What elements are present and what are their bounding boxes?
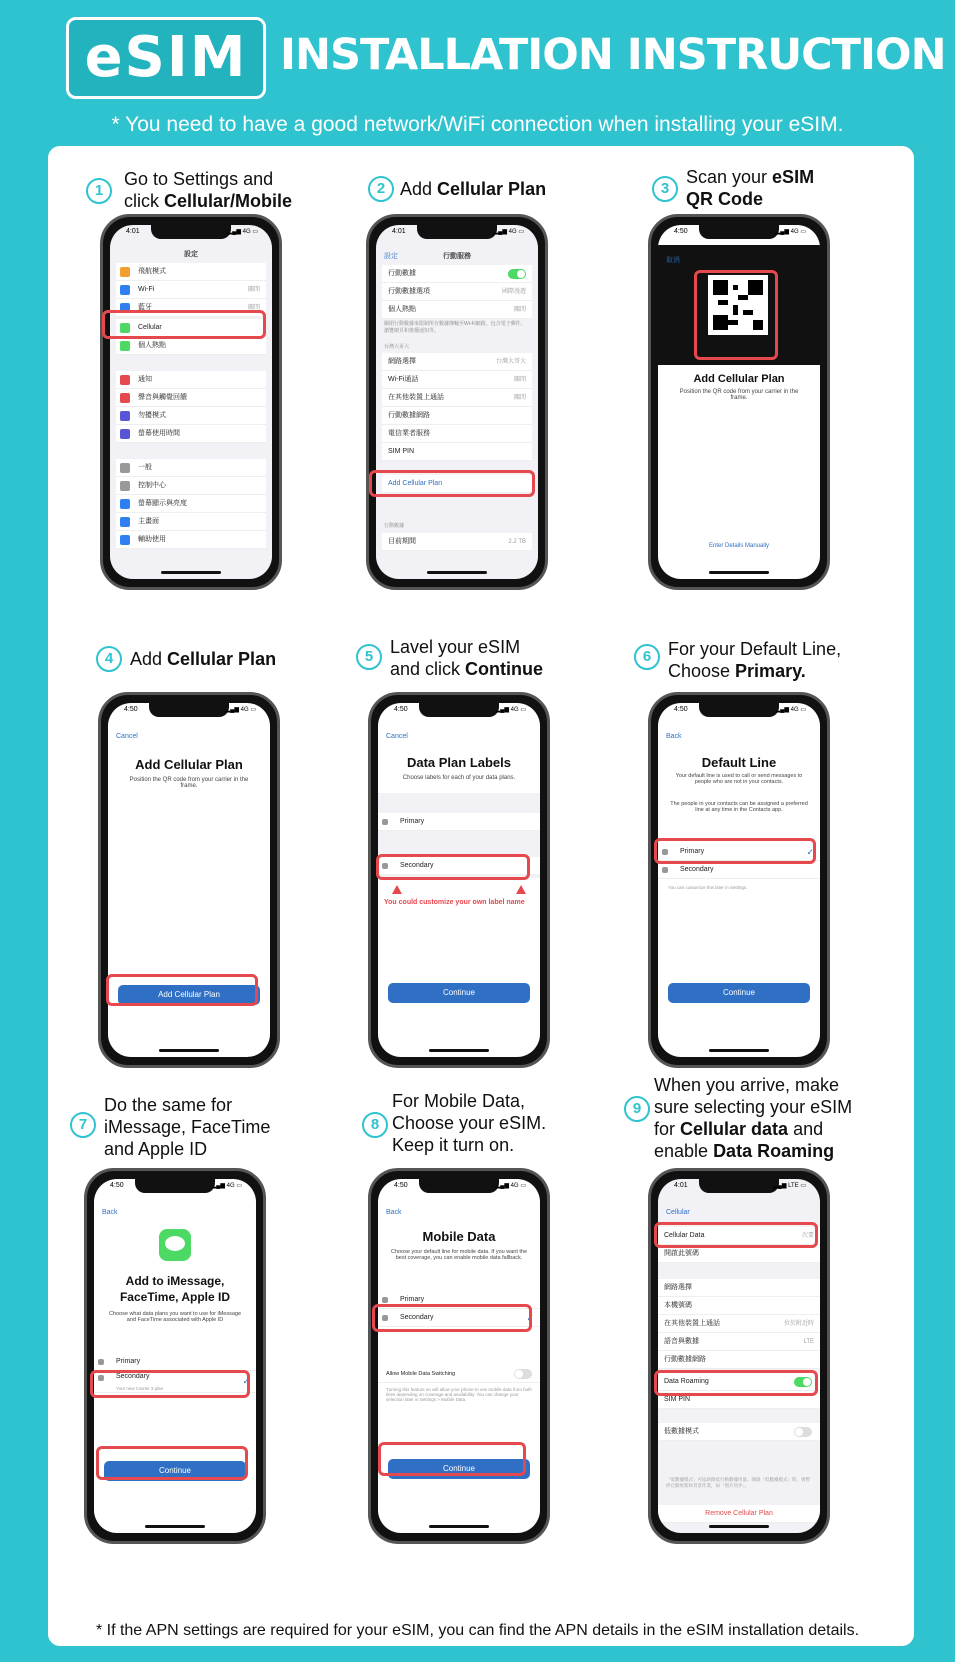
cellular-detail-row[interactable]: 行動數據網路 [658,1351,820,1369]
settings-icon [120,393,130,403]
settings-icon [120,341,130,351]
secondary-row[interactable]: Secondary Your new Carrier 3 plan ✓ [94,1371,256,1393]
cellular-row[interactable]: 行動數據選項 國際漫遊 [382,283,532,301]
highlight-add-plan [369,470,535,497]
cellular-detail-row[interactable]: 語音與數據 LTE [658,1333,820,1351]
cellular-data-toggle[interactable] [508,269,526,279]
cellular-row[interactable]: 在其他裝置上通話 關閉 [382,389,532,407]
mobile-data-screen: 4:50 ▂▄▆ 4G ▭ Back Mobile Data Choose your default line for mobile data. If you want the best coverage, you can enable mobile data fallback. Primary Secondary ✓ Allow Mobile Data Switching Turning this feature on will allow your phone to use mobile data from both lines depending on coverage and availability. You can change your selection later in Settings > Mobile Data. Continue [378,1179,540,1533]
phone-8 [368,1168,550,1544]
settings-row[interactable]: 輔助使用 [116,531,266,549]
back-link[interactable]: Back [386,1209,402,1216]
settings-row[interactable]: 藍牙 關閉 [116,299,266,317]
settings-icon [120,411,130,421]
network-note: * You need to have a good network/WiFi connection when installing your eSIM. [111,113,844,136]
highlight-data-roaming [654,1370,818,1396]
default-line-screen: 4:50 ▂▄▆ 4G ▭ Back Default Line Your default line is used to call or send messages to people who are not in your contacts. The people in your contacts can be assigned a preferred line at any time in the Contacts app. Primary ✓ Secondary You can customize this later in Settings. Continue [658,703,820,1057]
secondary-row[interactable]: Secondary ✓ [378,1309,540,1327]
step-7-text: Do the same for iMessage, FaceTime and Apple ID [104,1095,271,1159]
settings-icon [120,463,130,473]
step-9-text: When you arrive, make sure selecting your eSIM for Cellular data and enable Data Roaming [654,1075,853,1161]
cancel-link[interactable]: 取消 [666,257,680,264]
cellular-screen: 4:01 ▂▄▆ 4G ▭ 設定 行動服務 行動數據 行動數據選項 國際漫遊 個人熱點 關閉 網路選擇 台灣大哥大 Wi-Fi通話 關閉 在其他裝置上通話 關閉 行動數據網路 電信業者服務 SIM PIN 關閉行動數據來限制所有數據傳輸至Wi-Fi網路，包含電子郵件、瀏覽網頁和推播通知等。 台灣大哥大 Add Cellular Plan 行動數據 目前期間 2.2 TB [376,225,538,579]
settings-screen: 4:01 ▂▄▆ 4G ▭ 設定 飛航模式 Wi-Fi 關閉 藍牙 關閉 Cellular 個人熱點 通知 聲音與觸覺回饋 勿擾模式 螢幕使用時間 一般 控制中心 螢幕顯示與亮度 主畫面 輔助使用 [110,225,272,579]
step-2-number: 2 [368,176,394,202]
cellular-detail-row[interactable]: 在其他裝置上通話 位於附近時 [658,1315,820,1333]
step-1-text: Go to Settings and click Cellular/Mobile [124,169,293,211]
settings-icon [120,517,130,527]
highlight-primary [654,838,816,864]
settings-icon [120,499,130,509]
phone-1 [100,214,282,590]
step-3-number: 3 [652,176,678,202]
settings-row[interactable]: 主畫面 [116,513,266,531]
cellular-row[interactable]: 行動數據網路 [382,407,532,425]
cellular-row[interactable]: 電信業者服務 [382,425,532,443]
settings-row[interactable]: 螢幕使用時間 [116,425,266,443]
cellular-row[interactable]: Wi-Fi通話 關閉 [382,371,532,389]
add-cellular-plan-row[interactable]: Add Cellular Plan [382,475,532,493]
continue-button[interactable]: Continue [388,1459,530,1479]
step-3-text: Scan your eSIM QR Code [686,167,815,209]
instruction-panel [48,146,914,1646]
step-5-text: Lavel your eSIM and click Continue [390,637,544,679]
step-1-number: 1 [86,178,112,204]
step-4-number: 4 [96,646,122,672]
cellular-detail-screen: 4:01 ▂▄▆ LTE ▭ Cellular Cellular Data 次要 開啟此號碼 網路選擇 本機號碼 在其他裝置上通話 位於附近時 語音與數據 LTE 行動數據網路 Data Roaming SIM PIN 低數據模式 「低數據模式」可協助降低行動數據用量。開啟「低數據模式」時，會暫停自動更新和背景作業，如「照片同步」。 Remove Cellular Plan [658,1179,820,1533]
switching-toggle[interactable] [514,1369,532,1379]
highlight-continue [96,1446,248,1480]
cellular-row[interactable]: SIM PIN [382,443,532,461]
cellular-title: 行動服務 [443,253,471,260]
cellular-detail-row[interactable]: 本機號碼 [658,1297,820,1315]
settings-row[interactable]: Cellular [116,319,266,337]
cellular-detail-row[interactable]: SIM PIN [658,1391,820,1409]
primary-row[interactable]: Primary [94,1353,256,1371]
add-plan-screen: 4:50 ▂▄▆ 4G ▭ Cancel Add Cellular Plan Position the QR code from your carrier in the frame. Add Cellular Plan [108,703,270,1057]
settings-row[interactable]: 飛航模式 [116,263,266,281]
step-6-text: For your Default Line, Choose Primary. [668,639,842,681]
remove-plan-row[interactable]: Remove Cellular Plan [658,1505,820,1523]
cellular-detail-row[interactable]: 網路選擇 [658,1279,820,1297]
step-9-number: 9 [624,1096,650,1122]
continue-button[interactable]: Continue [668,983,810,1003]
settings-icon [120,267,130,277]
phone-7 [84,1168,266,1544]
cellular-detail-row[interactable]: Data Roaming [658,1373,820,1391]
apn-footnote: * If the APN settings are required for your eSIM, you can find the APN details in the eSIM installation details. [95,1622,860,1639]
highlight-add-button [106,974,258,1006]
settings-icon [120,535,130,545]
settings-row[interactable]: 勿擾模式 [116,407,266,425]
imessage-screen: 4:50 ▂▄▆ 4G ▭ Back Add to iMessage, FaceTime, Apple ID Choose what data plans you want to use for iMessage and FaceTime associated with Apple ID Primary Secondary Your new Carrier 3 plan ✓ Continue [94,1179,256,1533]
settings-row[interactable]: 個人熱點 [116,337,266,355]
settings-row[interactable]: 一般 [116,459,266,477]
primary-row[interactable]: Primary [378,1291,540,1309]
phone-6 [648,692,830,1068]
phone-2 [366,214,548,590]
add-plan-heading: Add Cellular Plan [693,373,785,385]
messages-icon [159,1229,191,1261]
esim-logo: eSIM [66,17,266,99]
customize-note: You could customize your own label name [384,899,525,906]
low-data-toggle[interactable] [794,1427,812,1437]
cellular-detail-row[interactable]: Cellular Data 次要 [658,1227,820,1245]
enter-details-link[interactable]: Enter Details Manually [708,543,770,549]
cancel-link[interactable]: Cancel [116,733,138,740]
primary-row[interactable]: Primary [378,813,540,831]
highlight-secondary-imessage [90,1370,250,1398]
settings-icon [120,481,130,491]
step-6-number: 6 [634,644,660,670]
settings-row[interactable]: 控制中心 [116,477,266,495]
page-title: INSTALLATION INSTRUCTION [280,30,946,80]
cellular-row[interactable]: 個人熱點 關閉 [382,301,532,319]
highlight-continue-data [378,1442,526,1476]
cellular-row[interactable]: 行動數據 [382,265,532,283]
settings-row[interactable]: 聲音與觸覺回饋 [116,389,266,407]
labels-screen: 4:50 ▂▄▆ 4G ▭ Cancel Data Plan Labels Choose labels for each of your data plans. Primary Secondary You could customize your own label name Continue [378,703,540,1057]
continue-button[interactable]: Continue [104,1461,246,1481]
secondary-row[interactable]: Secondary [378,857,540,875]
highlight-secondary-data [372,1304,532,1332]
highlight-secondary [376,854,530,880]
phone-5 [368,692,550,1068]
settings-title: 設定 [184,251,198,258]
settings-icon [120,285,130,295]
highlight-qr [694,270,778,360]
primary-row[interactable]: Primary ✓ [658,843,820,861]
cellular-detail-row[interactable]: 低數據模式 [658,1423,820,1441]
cellular-row[interactable]: 網路選擇 台灣大哥大 [382,353,532,371]
back-link[interactable]: Cellular [666,1209,690,1216]
highlight-cellular [102,310,266,339]
step-2-text: Add Cellular Plan [400,179,547,199]
settings-icon [120,375,130,385]
step-4-text: Add Cellular Plan [130,649,277,669]
step-8-text: For Mobile Data, Choose your eSIM. Keep it turn on. [392,1091,547,1155]
back-link[interactable]: Back [666,733,682,740]
settings-icon [120,429,130,439]
settings-row[interactable]: 螢幕顯示與亮度 [116,495,266,513]
settings-row[interactable]: 通知 [116,371,266,389]
phone-4 [98,692,280,1068]
step-7-number: 7 [70,1112,96,1138]
add-cellular-plan-button[interactable]: Add Cellular Plan [118,985,260,1005]
secondary-row[interactable]: Secondary [658,861,820,879]
continue-button[interactable]: Continue [388,983,530,1003]
switching-row: Allow Mobile Data Switching [378,1365,540,1383]
labels-heading: Data Plan Labels [406,755,512,770]
back-link[interactable]: Back [102,1209,118,1216]
highlight-cellular-data [654,1222,818,1248]
step-5-number: 5 [356,644,382,670]
back-link[interactable]: 設定 [384,253,398,260]
step-8-number: 8 [362,1112,388,1138]
cellular-detail-row[interactable]: 開啟此號碼 [658,1245,820,1263]
qr-scan-screen: 4:50 ▂▄▆ 4G ▭ 取消 Add Cellular Plan Position the QR code from your carrier in the frame. Enter Details Manually [658,225,820,579]
settings-row[interactable]: Wi-Fi 關閉 [116,281,266,299]
